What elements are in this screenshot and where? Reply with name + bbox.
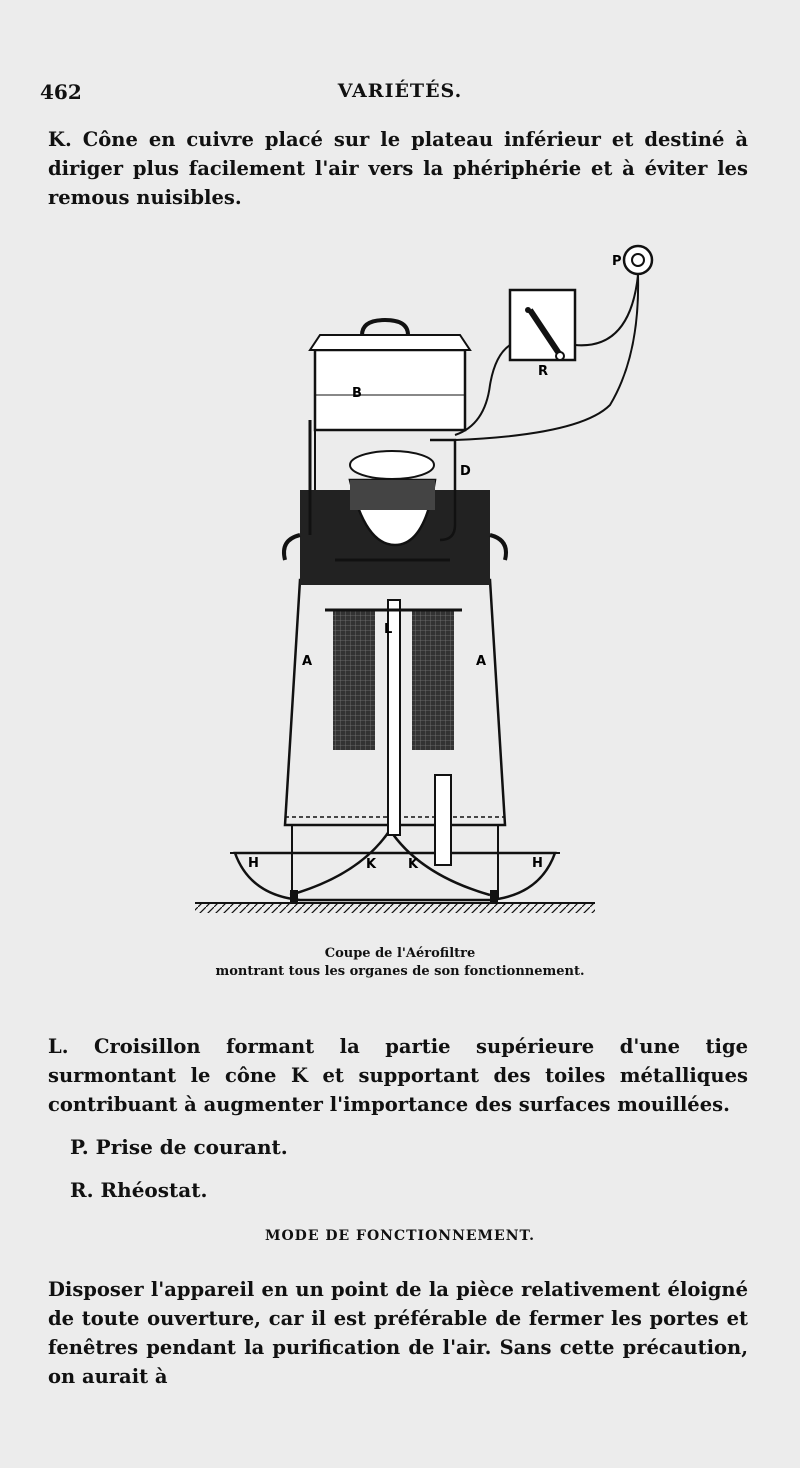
label-h-left: H <box>248 856 259 871</box>
item-p: P. Prise de courant. <box>70 1135 288 1159</box>
mesh-panel-right <box>412 610 454 750</box>
copper-cone <box>290 830 490 895</box>
label-a-right: A <box>476 654 487 669</box>
paragraph-mode: Disposer l'appareil en un point de la pièce relativement éloigné de toute ouverture, car il est préférable de fermer les portes et fenêtres pendant la purification de l'air. Sans cette précaution, on aurait à <box>48 1278 748 1388</box>
running-head <box>40 80 760 110</box>
section-title: MODE DE FONCTIONNEMENT. <box>264 1228 536 1244</box>
running-title: VARIÉTÉS. <box>337 80 463 102</box>
label-p: P <box>612 254 622 269</box>
water-tank <box>315 350 465 430</box>
figure-caption <box>180 945 620 981</box>
label-a-left: A <box>302 654 313 669</box>
label-b: B <box>352 386 362 401</box>
caption-line-2: montrant tous les organes de son fonctionnement. <box>215 964 585 979</box>
label-d: D <box>460 464 471 479</box>
label-k-left: K <box>366 857 377 872</box>
page-number: 462 <box>40 80 82 104</box>
label-r: R <box>538 364 549 379</box>
label-l: L <box>384 622 393 637</box>
label-k-right: K <box>408 857 419 872</box>
label-h-right: H <box>532 856 543 871</box>
lower-tray <box>235 853 555 900</box>
caption-line-1: Coupe de l'Aérofiltre <box>324 946 476 961</box>
paragraph-k: K. Cône en cuivre placé sur le plateau inférieur et destiné à diriger plus facilement l'air vers la phériphérie et à éviter les remous nuisibles. <box>48 128 748 209</box>
aerofiltre-figure <box>190 235 660 925</box>
mesh-panel-left <box>333 610 375 750</box>
ground-hatching <box>195 903 595 913</box>
aerofiltre-diagram <box>190 235 660 925</box>
item-r: R. Rhéostat. <box>70 1178 208 1202</box>
paragraph-l: L. Croisillon formant la partie supérieure d'une tige surmontant le cône K et supportant des toiles métalliques contribuant à augmenter l'importance des surfaces mouillées. <box>48 1035 748 1116</box>
